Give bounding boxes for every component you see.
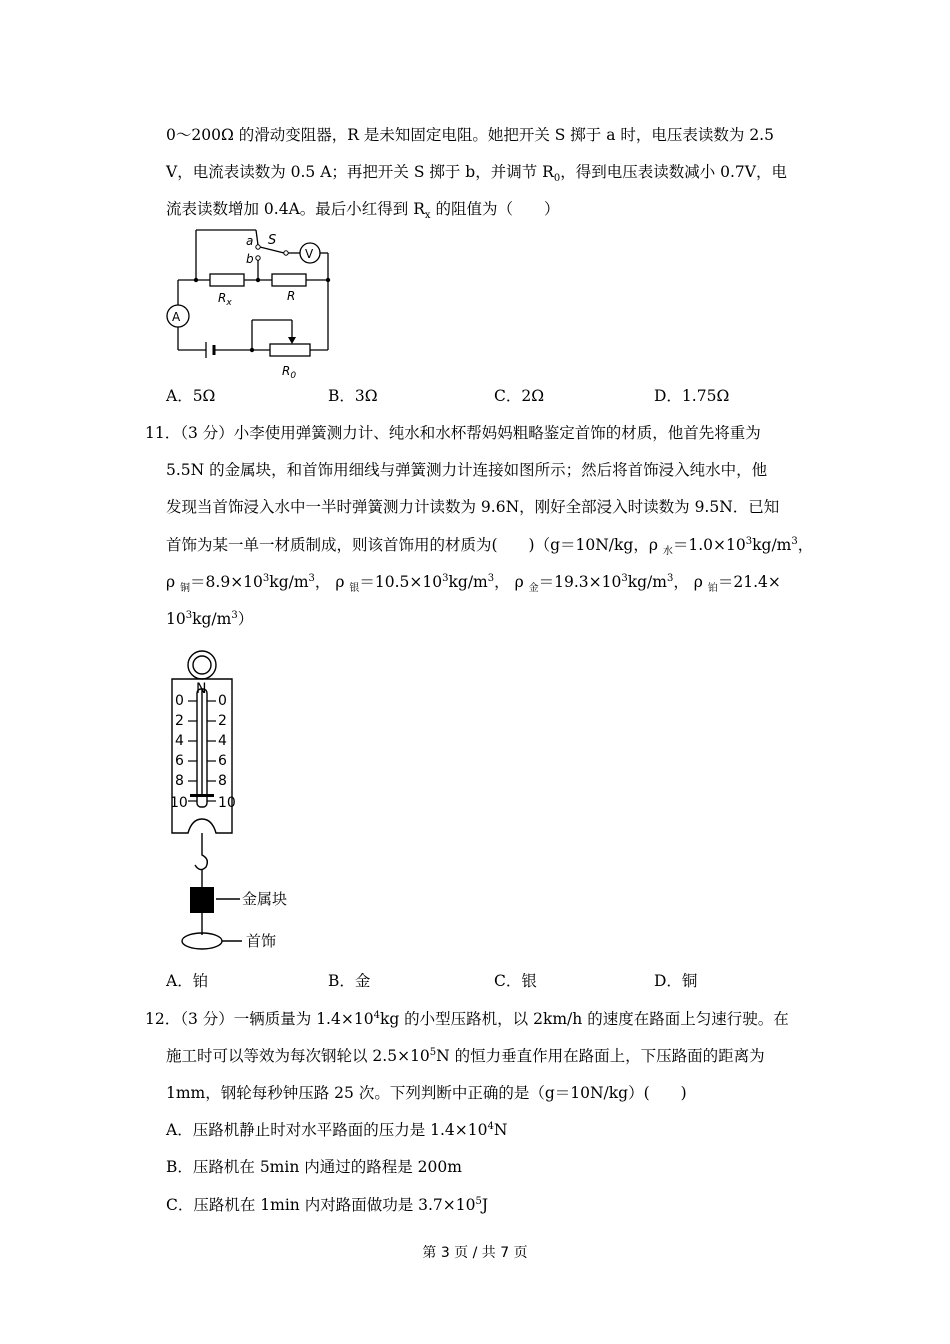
q10-line3-sub: x	[424, 210, 431, 222]
tick-left-4: 4	[175, 733, 184, 749]
tick-right-10: 10	[218, 795, 236, 811]
metal-block-label: 金属块	[242, 890, 288, 908]
tick-right-4: 4	[218, 733, 227, 749]
q11-text-line-3: 发现当首饰浸入水中一半时弹簧测力计读数为 9.6N，刚好全部浸入时读数为 9.5N．已知	[166, 498, 780, 516]
q12-option-b[interactable]: B．压路机在 5min 内通过的路程是 200m	[166, 1158, 462, 1176]
tick-right-8: 8	[218, 773, 227, 789]
circuit-diagram	[160, 225, 340, 380]
tick-left-10: 10	[170, 795, 188, 811]
switch-label-s: S	[268, 233, 277, 248]
q10-line3-tail: 的阻值为（ ）	[430, 200, 560, 218]
q10-line2-text: V，电流表读数为 0.5 A；再把开关 S 掷于 b，并调节 R	[166, 163, 554, 181]
q11-option-a[interactable]: A．铂	[166, 972, 209, 990]
q12-text-line-2: 施工时可以等效为每次钢轮以 $2.5\times 10^5N$ 的恒力垂直作用在路面上，下压路面的距离为	[166, 1046, 765, 1065]
q10-text-line-3	[166, 199, 560, 222]
q10-option-c[interactable]: C．2Ω	[494, 387, 545, 405]
q10-option-b[interactable]: B．3Ω	[328, 387, 378, 405]
q11-text-line-2: 5.5N 的金属块，和首饰用细线与弹簧测力计连接如图所示；然后将首饰浸入纯水中，他	[166, 461, 768, 479]
q10-text-line-1: 0～200Ω 的滑动变阻器，R 是未知固定电阻。她把开关 S 掷于 a 时，电压表读数为 2.5	[166, 126, 774, 144]
tick-right-6: 6	[218, 753, 227, 769]
q12-option-c[interactable]: C．压路机在 1min 内对路面做功是 $3.7\times 10^5J$	[166, 1195, 489, 1214]
resistor-r-label: R	[287, 289, 296, 303]
q11-text-line-1: 11．（3 分）小李使用弹簧测力计、纯水和水杯帮妈妈粗略鉴定首饰的材质，他首先将重为	[145, 424, 761, 442]
q11-text-line-5: ρ $_铜=8.9\times 10^3kg/m^3$， ρ $_银=10.5\times 10^3kg/m^3$， ρ $_金=19.3\times 10^3kg/m^3$， ρ $_铂$＝21.4×	[166, 572, 781, 595]
jewelry-label: 首饰	[246, 932, 277, 950]
page-footer: 第 3 页 / 共 7 页	[422, 1245, 528, 1261]
tick-left-8: 8	[175, 773, 184, 789]
voltmeter-label: V	[305, 247, 314, 261]
q11-text-line-6: $10^3kg/m^3$）	[166, 609, 254, 628]
tick-left-2: 2	[175, 713, 184, 729]
q12-option-a[interactable]: A．压路机静止时对水平路面的压力是 $1.4\times 10^4N$	[166, 1120, 508, 1139]
spring-scale-diagram	[160, 645, 310, 957]
q12-text-line-1: 12．（3 分）一辆质量为 $1.4\times 10^4kg$ 的小型压路机，以 2km/h 的速度在路面上匀速行驶。在	[145, 1009, 789, 1028]
tick-right-2: 2	[218, 713, 227, 729]
q10-line3-text: 流表读数增加 0.4A。最后小红得到 R	[166, 200, 425, 218]
switch-label-b: b	[246, 252, 254, 266]
ammeter-label: A	[172, 310, 181, 324]
q11-option-d[interactable]: D．铜	[654, 972, 698, 990]
q11-option-c[interactable]: C．银	[494, 972, 537, 990]
q11-option-b[interactable]: B．金	[328, 972, 371, 990]
q11-text-line-4: 首饰为某一单一材质制成，则该首饰用的材质为( )（g＝10N/kg，ρ $_水=1.0\times 10^3kg/m^3$，	[166, 535, 814, 558]
scale-unit-label: N	[196, 681, 207, 697]
switch-label-a: a	[246, 234, 254, 248]
tick-right-0: 0	[218, 693, 227, 709]
tick-left-0: 0	[175, 693, 184, 709]
q10-option-d[interactable]: D．1.75Ω	[654, 387, 730, 405]
q10-text-line-2	[166, 162, 787, 185]
q10-option-a[interactable]: A．5Ω	[166, 387, 216, 405]
tick-left-6: 6	[175, 753, 184, 769]
q12-text-line-3: 1mm，钢轮每秒钟压路 25 次。下列判断中正确的是（g＝10N/kg）( )	[166, 1084, 687, 1102]
rheostat-r0-label: $R_0$	[282, 364, 297, 380]
resistor-rx-label: $R_x$	[218, 291, 232, 308]
metal-block	[190, 887, 214, 913]
q10-line2-tail: ，得到电压表读数减小 0.7V，电	[560, 163, 787, 181]
q10-line2-sub: 0	[553, 173, 561, 185]
